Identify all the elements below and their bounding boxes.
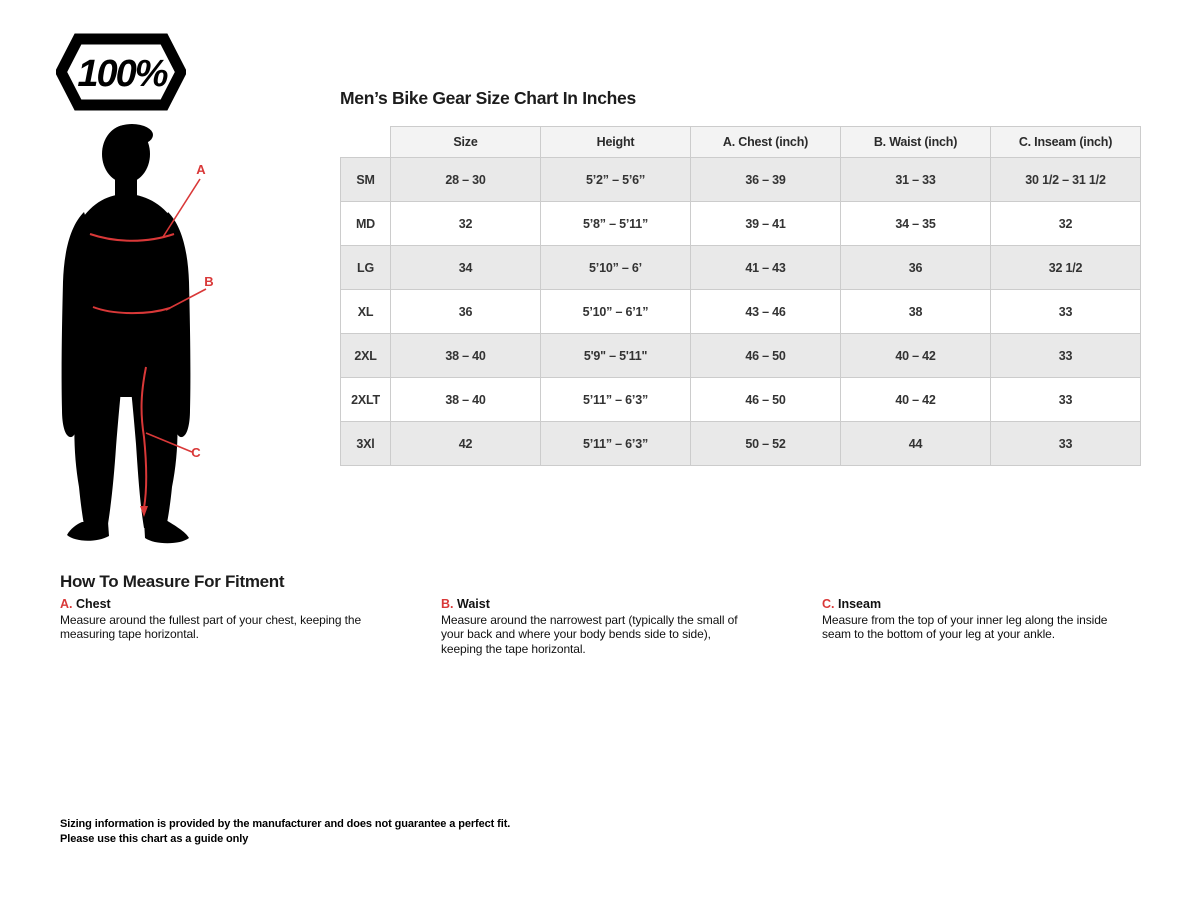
row-label: 3Xl: [341, 422, 391, 466]
cell-waist: 44: [841, 422, 991, 466]
page-title: Men’s Bike Gear Size Chart In Inches: [340, 88, 636, 108]
size-chart-table: [340, 126, 1141, 466]
table-row-2xlt: [341, 378, 1141, 422]
row-label: MD: [341, 202, 391, 246]
cell-height: 5’11” – 6’3”: [541, 378, 691, 422]
instruction-text: Measure from the top of your inner leg along the inside seam to the bottom of your leg at your ankle.: [822, 613, 1108, 642]
table-row-lg: [341, 246, 1141, 290]
cell-waist: 36: [841, 246, 991, 290]
cell-chest: 46 – 50: [691, 378, 841, 422]
instruction-name: Inseam: [837, 597, 882, 611]
instruction-name: Chest: [75, 597, 111, 611]
corner-cell: [341, 127, 391, 158]
cell-waist: 34 – 35: [841, 202, 991, 246]
cell-waist: 40 – 42: [841, 334, 991, 378]
cell-inseam: 33: [991, 334, 1141, 378]
instruction-letter: A.: [60, 597, 73, 611]
cell-waist: 38: [841, 290, 991, 334]
row-label: 2XLT: [341, 378, 391, 422]
howto-heading: How To Measure For Fitment: [60, 572, 285, 591]
measure-instruction-waist: [441, 597, 749, 656]
cell-height: 5’10” – 6’1”: [541, 290, 691, 334]
col-header-height: Height: [541, 127, 691, 158]
cell-inseam: 33: [991, 422, 1141, 466]
cell-waist: 40 – 42: [841, 378, 991, 422]
cell-waist: 31 – 33: [841, 158, 991, 202]
col-header-inseam: C. Inseam (inch): [991, 127, 1141, 158]
disclaimer: [60, 817, 510, 847]
cell-size: 38 – 40: [391, 334, 541, 378]
cell-height: 5’2” – 5’6’’: [541, 158, 691, 202]
cell-size: 32: [391, 202, 541, 246]
marker-label-a: A: [196, 162, 206, 177]
logo-text: 100%: [77, 53, 167, 95]
instruction-text: Measure around the fullest part of your chest, keeping the measuring tape horizontal.: [60, 613, 362, 642]
col-header-waist: B. Waist (inch): [841, 127, 991, 158]
chest-pointer-line: [163, 179, 200, 237]
row-label: SM: [341, 158, 391, 202]
instruction-heading: [60, 597, 368, 611]
header-row: [341, 127, 1141, 158]
cell-inseam: 30 1/2 – 31 1/2: [991, 158, 1141, 202]
cell-height: 5'9" – 5'11": [541, 334, 691, 378]
cell-inseam: 32: [991, 202, 1141, 246]
row-label: XL: [341, 290, 391, 334]
instruction-heading: [441, 597, 749, 611]
col-header-chest: A. Chest (inch): [691, 127, 841, 158]
cell-height: 5’8” – 5’11”: [541, 202, 691, 246]
table-row-3xl: [341, 422, 1141, 466]
measure-instruction-inseam: [822, 597, 1130, 642]
instruction-text: Measure around the narrowest part (typically the small of your back and where your body bends side to side), keeping the tape horizontal.: [441, 613, 738, 656]
row-label: 2XL: [341, 334, 391, 378]
cell-inseam: 32 1/2: [991, 246, 1141, 290]
cell-chest: 46 – 50: [691, 334, 841, 378]
measure-instruction-chest: [60, 597, 368, 642]
cell-size: 28 – 30: [391, 158, 541, 202]
size-chart-table-container: [340, 126, 1140, 466]
cell-chest: 50 – 52: [691, 422, 841, 466]
disclaimer-line-2: Please use this chart as a guide only: [60, 832, 249, 845]
cell-chest: 43 – 46: [691, 290, 841, 334]
table-row-sm: [341, 158, 1141, 202]
instruction-name: Waist: [456, 597, 490, 611]
table-row-2xl: [341, 334, 1141, 378]
instruction-letter: B.: [441, 597, 454, 611]
marker-label-c: C: [191, 445, 201, 460]
cell-inseam: 33: [991, 378, 1141, 422]
cell-size: 34: [391, 246, 541, 290]
cell-size: 42: [391, 422, 541, 466]
table-row-xl: [341, 290, 1141, 334]
cell-height: 5’10” – 6’: [541, 246, 691, 290]
table-row-md: [341, 202, 1141, 246]
disclaimer-line-1: Sizing information is provided by the manufacturer and does not guarantee a perfect fit.: [60, 818, 511, 830]
col-header-size: Size: [391, 127, 541, 158]
row-label: LG: [341, 246, 391, 290]
marker-label-b: B: [204, 274, 214, 289]
male-figure-silhouette: [52, 122, 220, 552]
body-silhouette: [62, 124, 191, 543]
instruction-heading: [822, 597, 1130, 611]
instruction-letter: C.: [822, 597, 835, 611]
cell-chest: 41 – 43: [691, 246, 841, 290]
cell-size: 36: [391, 290, 541, 334]
cell-chest: 36 – 39: [691, 158, 841, 202]
cell-height: 5’11” – 6’3”: [541, 422, 691, 466]
cell-size: 38 – 40: [391, 378, 541, 422]
cell-chest: 39 – 41: [691, 202, 841, 246]
cell-inseam: 33: [991, 290, 1141, 334]
brand-logo-100percent: [56, 30, 186, 114]
